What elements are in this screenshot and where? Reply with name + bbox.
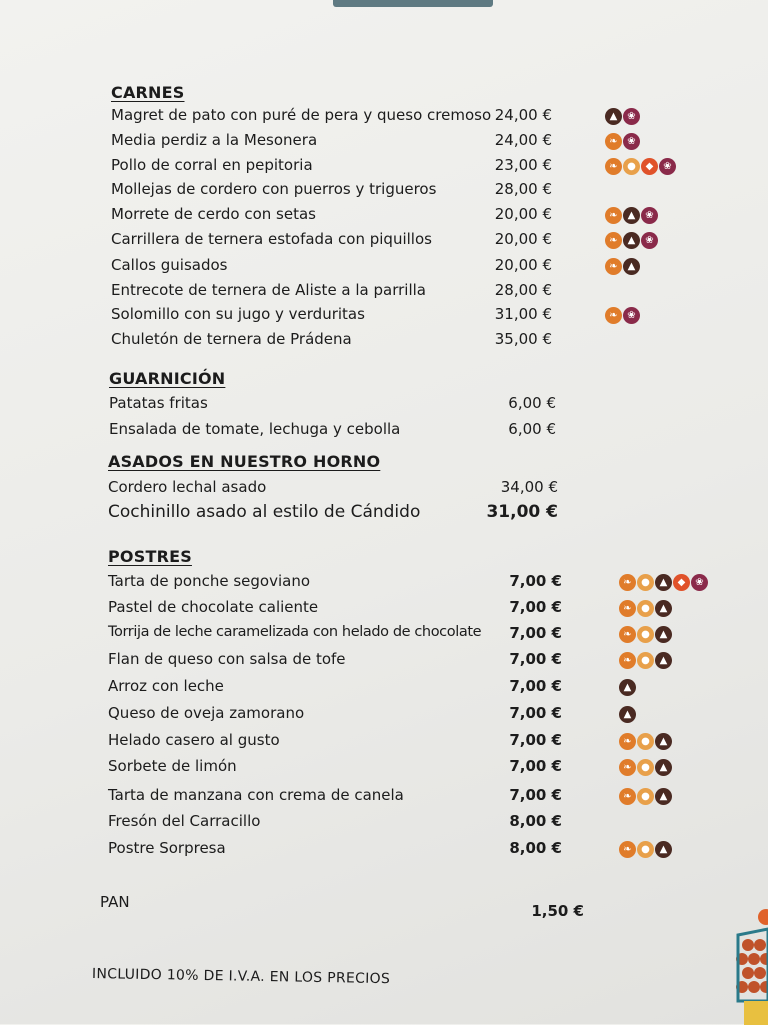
menu-item-row [109, 420, 730, 444]
menu-item-price: 7,00 € [509, 650, 562, 668]
menu-item-name: Solomillo con su jugo y verduritas [111, 305, 365, 323]
allergen-icons [605, 207, 658, 224]
menu-item-row [111, 281, 730, 305]
menu-item-name: Mollejas de cordero con puerros y trigueros [111, 180, 437, 198]
menu-item-price: 6,00 € [508, 394, 556, 412]
menu-item-row [111, 330, 730, 354]
menu-item-name: Sorbete de limón [108, 757, 237, 775]
milk-allergen-icon: ▲ [619, 706, 636, 723]
sulphites-allergen-icon: ❀ [659, 158, 676, 175]
menu-item-name: Media perdiz a la Mesonera [111, 131, 318, 149]
menu-item-row [108, 478, 730, 502]
menu-item-row [111, 305, 730, 329]
vat-note: INCLUIDO 10% DE I.V.A. EN LOS PRECIOS [91, 966, 391, 988]
menu-item-price: 20,00 € [494, 256, 552, 274]
menu-item-row [108, 598, 730, 622]
egg-allergen-icon: ● [637, 788, 654, 805]
menu-item-price: 7,00 € [509, 704, 562, 722]
sulphites-allergen-icon: ❀ [641, 207, 658, 224]
menu-item-price: 7,00 € [509, 677, 562, 695]
sulphites-allergen-icon: ❀ [623, 108, 640, 125]
menu-item-price: 8,00 € [509, 839, 562, 857]
corner-decoration [718, 905, 768, 1025]
section-title: POSTRES [108, 547, 192, 566]
menu-item-price: 20,00 € [494, 205, 552, 223]
menu-item-row [111, 205, 730, 229]
menu-item-row [111, 256, 730, 280]
sulphites-allergen-icon: ❀ [641, 232, 658, 249]
menu-item-row [108, 812, 730, 836]
milk-allergen-icon: ▲ [655, 788, 672, 805]
milk-allergen-icon: ▲ [655, 759, 672, 776]
menu-item-name: Pastel de chocolate caliente [108, 598, 319, 616]
menu-item-name: Arroz con leche [108, 677, 224, 695]
allergen-icons [605, 133, 640, 150]
allergen-icons [619, 626, 672, 643]
allergen-icons [619, 759, 672, 776]
milk-allergen-icon: ▲ [619, 679, 636, 696]
menu-item-name: Ensalada de tomate, lechuga y cebolla [109, 420, 401, 438]
gluten-allergen-icon: ❧ [619, 574, 636, 591]
gluten-allergen-icon: ❧ [619, 841, 636, 858]
menu-item-price: 31,00 € [486, 502, 558, 522]
menu-item-row [111, 106, 730, 130]
menu-item-name: Morrete de cerdo con setas [111, 205, 316, 223]
menu-item-name: Tarta de ponche segoviano [108, 572, 311, 590]
menu-item-row [108, 502, 730, 526]
section-title: GUARNICIÓN [109, 369, 226, 388]
menu-item-row [109, 394, 730, 418]
menu-item-name: Cochinillo asado al estilo de Cándido [108, 502, 421, 522]
egg-allergen-icon: ● [637, 841, 654, 858]
menu-item-row [108, 704, 730, 728]
nuts-allergen-icon: ◆ [673, 574, 690, 591]
allergen-icons [605, 108, 640, 125]
menu-item-name: Helado casero al gusto [108, 731, 280, 749]
menu-item-price: 23,00 € [494, 156, 552, 174]
pan-label: PAN [100, 893, 130, 911]
menu-item-name: Torrija de leche caramelizada con helado de chocolate [108, 624, 482, 640]
menu-item-row [108, 650, 730, 674]
allergen-icons [619, 706, 636, 723]
menu-item-price: 35,00 € [494, 330, 552, 348]
allergen-icons [605, 158, 676, 175]
menu-item-price: 34,00 € [500, 478, 558, 496]
menu-item-row [108, 572, 730, 596]
gluten-allergen-icon: ❧ [619, 733, 636, 750]
menu-item-price: 7,00 € [509, 624, 562, 642]
top-edge-decoration [333, 0, 493, 7]
menu-item-row [108, 786, 730, 810]
allergen-icons [619, 679, 636, 696]
sulphites-allergen-icon: ❀ [623, 133, 640, 150]
menu-item-price: 7,00 € [509, 757, 562, 775]
gluten-allergen-icon: ❧ [619, 600, 636, 617]
menu-item-name: Cordero lechal asado [108, 478, 267, 496]
menu-item-name: Fresón del Carracillo [108, 812, 261, 830]
menu-item-name: Magret de pato con puré de pera y queso cremoso [111, 106, 492, 124]
egg-allergen-icon: ● [637, 626, 654, 643]
milk-allergen-icon: ▲ [605, 108, 622, 125]
allergen-icons [619, 733, 672, 750]
menu-item-price: 7,00 € [509, 572, 562, 590]
gluten-allergen-icon: ❧ [605, 307, 622, 324]
gluten-allergen-icon: ❧ [619, 626, 636, 643]
menu-item-name: Flan de queso con salsa de tofe [108, 650, 346, 668]
gluten-allergen-icon: ❧ [619, 652, 636, 669]
menu-item-price: 7,00 € [509, 786, 562, 804]
menu-item-price: 6,00 € [508, 420, 556, 438]
allergen-icons [605, 258, 640, 275]
allergen-icons [605, 232, 658, 249]
menu-item-row [108, 839, 730, 863]
milk-allergen-icon: ▲ [623, 232, 640, 249]
gluten-allergen-icon: ❧ [619, 759, 636, 776]
menu-item-row [111, 230, 730, 254]
menu-item-name: Pollo de corral en pepitoria [111, 156, 313, 174]
egg-allergen-icon: ● [637, 600, 654, 617]
gluten-allergen-icon: ❧ [605, 258, 622, 275]
menu-item-price: 28,00 € [494, 180, 552, 198]
menu-item-name: Entrecote de ternera de Aliste a la parrilla [111, 281, 426, 299]
menu-item-name: Callos guisados [111, 256, 228, 274]
gluten-allergen-icon: ❧ [605, 158, 622, 175]
menu-item-name: Tarta de manzana con crema de canela [108, 786, 404, 804]
gluten-allergen-icon: ❧ [605, 133, 622, 150]
menu-item-name: Patatas fritas [109, 394, 208, 412]
menu-item-price: 7,00 € [509, 598, 562, 616]
milk-allergen-icon: ▲ [655, 841, 672, 858]
menu-item-row [108, 731, 730, 755]
menu-item-price: 7,00 € [509, 731, 562, 749]
section-title: CARNES [111, 83, 185, 102]
menu-item-price: 24,00 € [494, 106, 552, 124]
menu-item-name: Carrillera de ternera estofada con piquillos [111, 230, 432, 248]
gluten-allergen-icon: ❧ [605, 207, 622, 224]
milk-allergen-icon: ▲ [623, 207, 640, 224]
pan-price: 1,50 € [531, 902, 584, 920]
menu-item-row [108, 624, 730, 648]
menu-item-name: Chuletón de ternera de Prádena [111, 330, 352, 348]
egg-allergen-icon: ● [637, 574, 654, 591]
milk-allergen-icon: ▲ [655, 626, 672, 643]
milk-allergen-icon: ▲ [655, 574, 672, 591]
menu-item-row [108, 677, 730, 701]
menu-item-name: Postre Sorpresa [108, 839, 226, 857]
menu-item-price: 28,00 € [494, 281, 552, 299]
menu-item-price: 31,00 € [494, 305, 552, 323]
menu-item-name: Queso de oveja zamorano [108, 704, 305, 722]
sulphites-allergen-icon: ❀ [691, 574, 708, 591]
egg-allergen-icon: ● [637, 759, 654, 776]
allergen-icons [605, 307, 640, 324]
gluten-allergen-icon: ❧ [605, 232, 622, 249]
menu-item-price: 20,00 € [494, 230, 552, 248]
menu-item-row [108, 757, 730, 781]
menu-item-price: 8,00 € [509, 812, 562, 830]
milk-allergen-icon: ▲ [655, 652, 672, 669]
sulphites-allergen-icon: ❀ [623, 307, 640, 324]
egg-allergen-icon: ● [623, 158, 640, 175]
allergen-icons [619, 788, 672, 805]
nuts-allergen-icon: ◆ [641, 158, 658, 175]
menu-item-row [111, 131, 730, 155]
menu-item-row [111, 156, 730, 180]
egg-allergen-icon: ● [637, 733, 654, 750]
menu-item-price: 24,00 € [494, 131, 552, 149]
milk-allergen-icon: ▲ [655, 733, 672, 750]
allergen-icons [619, 652, 672, 669]
milk-allergen-icon: ▲ [655, 600, 672, 617]
gluten-allergen-icon: ❧ [619, 788, 636, 805]
menu-item-row [111, 180, 730, 204]
allergen-icons [619, 841, 672, 858]
section-title: ASADOS EN NUESTRO HORNO [108, 452, 381, 471]
allergen-icons [619, 574, 708, 591]
egg-allergen-icon: ● [637, 652, 654, 669]
allergen-icons [619, 600, 672, 617]
milk-allergen-icon: ▲ [623, 258, 640, 275]
